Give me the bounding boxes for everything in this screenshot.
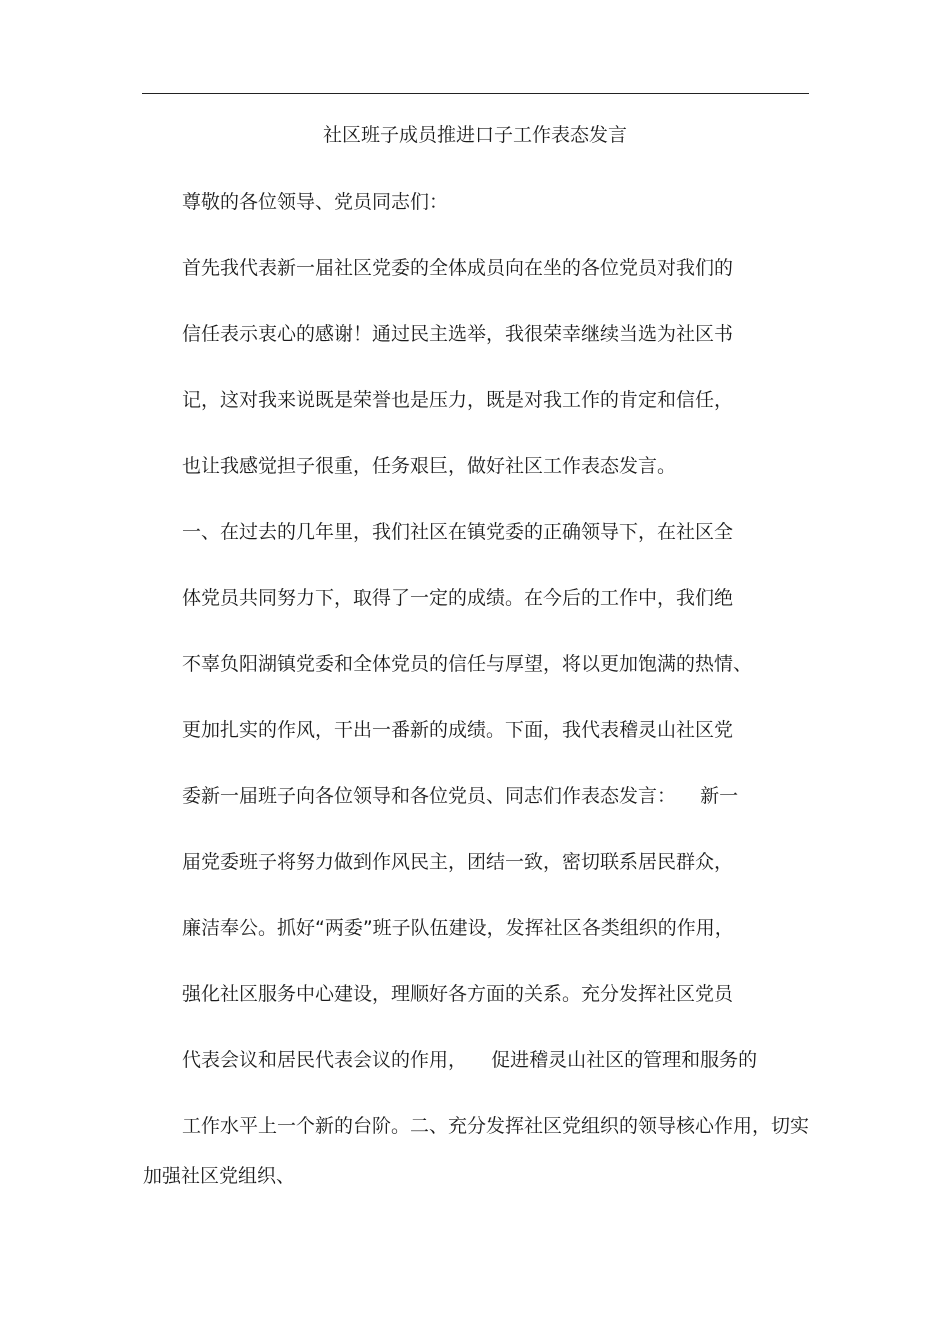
body-line: 代表会议和居民代表会议的作用， 促进稽灵山社区的管理和服务的 [182, 1049, 758, 1071]
salutation-line: 尊敬的各位领导、党员同志们： [182, 191, 449, 213]
header-rule [142, 93, 809, 94]
body-line: 首先我代表新一届社区党委的全体成员向在坐的各位党员对我们的 [182, 257, 734, 279]
body-line: 加强社区党组织、 [143, 1165, 296, 1187]
document-title: 社区班子成员推进口子工作表态发言 [322, 124, 627, 146]
body-line: 工作水平上一个新的台阶。二、充分发挥社区党组织的领导核心作用，切实 [182, 1115, 810, 1137]
body-line: 不辜负阳湖镇党委和全体党员的信任与厚望，将以更加饱满的热情、 [182, 653, 753, 675]
body-line: 更加扎实的作风，干出一番新的成绩。下面，我代表稽灵山社区党 [182, 719, 734, 741]
body-line: 廉洁奉公。抓好“两委”班子队伍建设，发挥社区各类组织的作用， [182, 917, 734, 939]
body-line: 委新一届班子向各位领导和各位党员、同志们作表态发言： 新一 [182, 785, 739, 807]
body-line: 体党员共同努力下，取得了一定的成绩。在今后的工作中，我们绝 [182, 587, 734, 609]
body-line: 一、在过去的几年里，我们社区在镇党委的正确领导下，在社区全 [182, 521, 734, 543]
body-line: 也让我感觉担子很重，任务艰巨，做好社区工作表态发言。 [182, 455, 677, 477]
body-line: 信任表示衷心的感谢！通过民主选举，我很荣幸继续当选为社区书 [182, 323, 734, 345]
body-line: 记，这对我来说既是荣誉也是压力，既是对我工作的肯定和信任， [182, 389, 734, 411]
body-line: 届党委班子将努力做到作风民主，团结一致，密切联系居民群众， [182, 851, 734, 873]
body-line: 强化社区服务中心建设，理顺好各方面的关系。充分发挥社区党员 [182, 983, 734, 1005]
